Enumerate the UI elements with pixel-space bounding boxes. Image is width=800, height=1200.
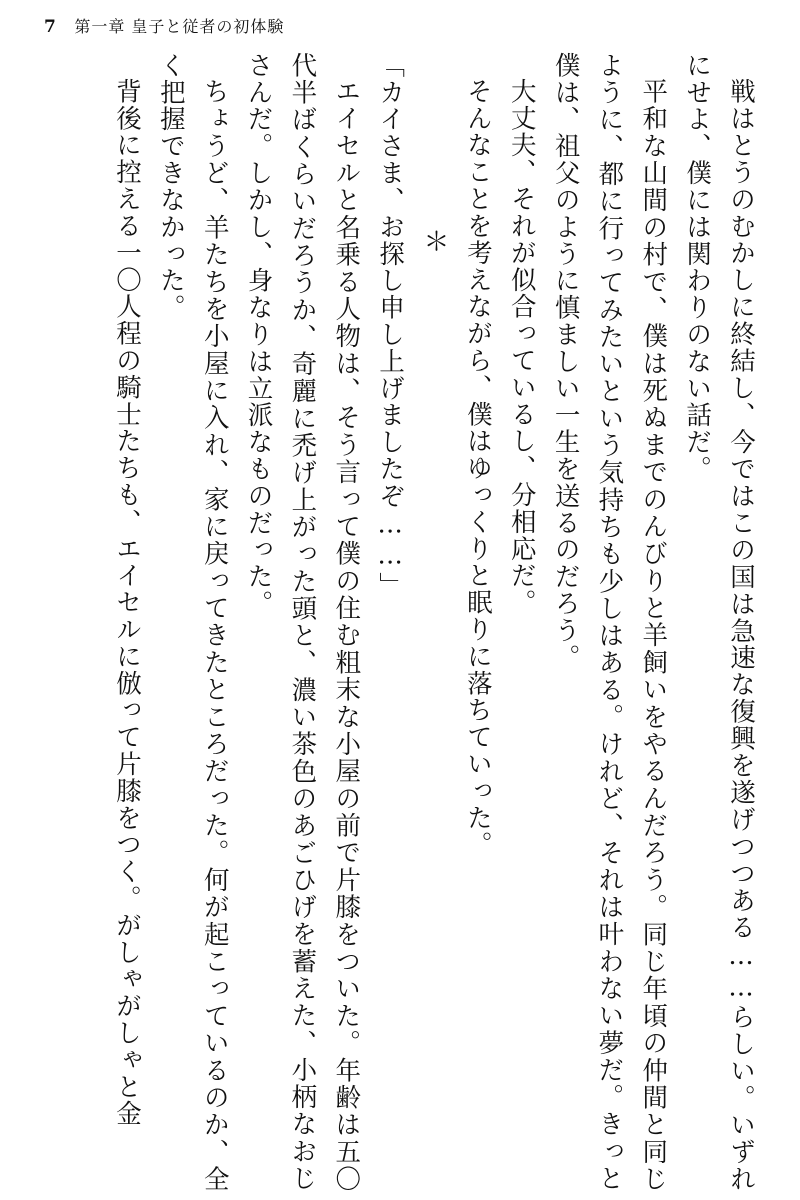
page-number: 7	[44, 17, 57, 37]
paragraph: 平和な山間の村で、僕は死ぬまでのんびりと羊飼いをやるんだろう。同じ年頃の仲間と同じように、都に行ってみたいという気持ちも少しはある。けれど、それは叶わない夢だ。きっと僕は、祖父のように慎ましい一生を送るのだろう。	[550, 52, 669, 1192]
paragraph: 戦はとうのむかしに終結し、今ではこの国は急速な復興を遂げつつある……らしい。いずれにせよ、僕には関わりのない話だ。	[682, 52, 756, 1192]
paragraph: 背後に控える一〇人程の騎士たちも、エイセルに倣って片膝をつく。がしゃがしゃと金	[111, 77, 142, 1127]
paragraph: 「カイさま、お探し申し上げましたぞ……」	[375, 52, 406, 600]
paragraph: 大丈夫、それが似合っているし、分相応だ。	[506, 77, 537, 616]
paragraph: ちょうど、羊たちを小屋に入れ、家に戻ってきたところだった。何が起こっているのか、全く把握できなかった。	[155, 52, 230, 1192]
page-body	[38, 52, 762, 1192]
asterisk-separator-glyph: ＊	[418, 227, 449, 254]
scene-separator	[411, 52, 455, 1192]
running-header	[44, 14, 756, 48]
paragraph: エイセルと名乗る人物は、そう言って僕の住む粗末な小屋の前で片膝をついた。年齢は五〇代半ばくらいだろうか、奇麗に禿げ上がった頭と、濃い茶色のあごひげを蓄えた、小柄なおじさんだ。しかし、身なりは立派なものだった。	[243, 52, 362, 1192]
paragraph: そんなことを考えながら、僕はゆっくりと眠りに落ちていった。	[462, 77, 493, 858]
vertical-text-column	[38, 52, 762, 1192]
chapter-title: 第一章 皇子と従者の初体験	[74, 17, 285, 36]
